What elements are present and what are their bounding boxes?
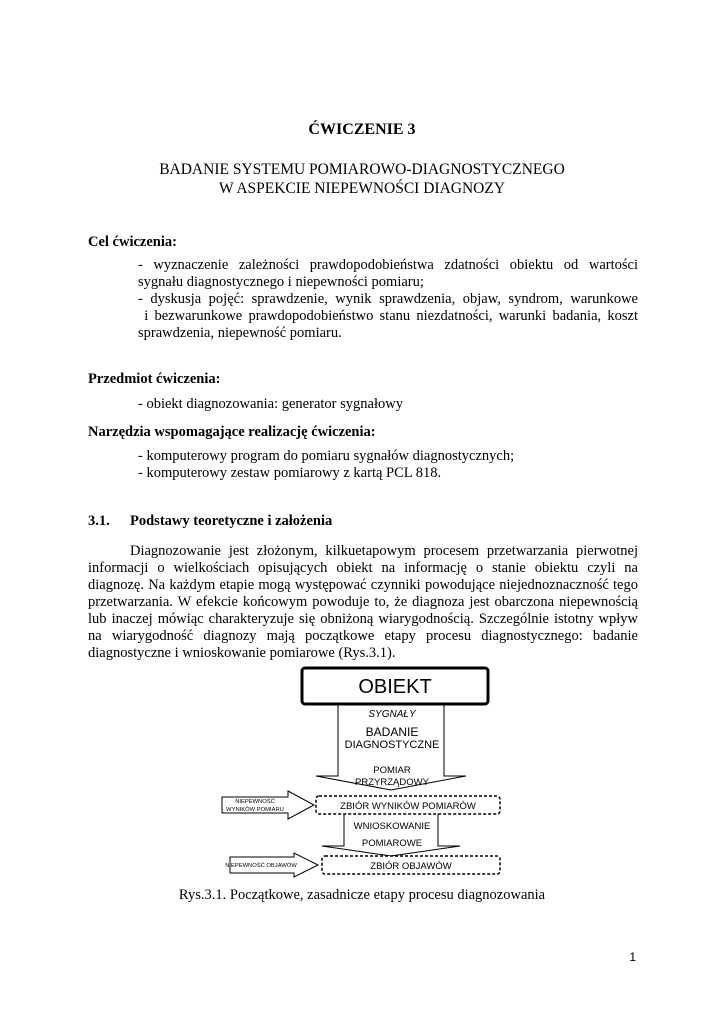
section-number: 3.1. <box>88 513 110 529</box>
para-line-7: diagnostyczne i wnioskowanie pomiarowe (Rys.3.1). <box>88 645 396 661</box>
diagnostyczne-label: DIAGNOSTYCZNE <box>344 739 440 751</box>
para-line-4: przetwarzania. W efekcie końcowym powoduje to, że diagnoza jest obarczona niepewnością <box>88 594 638 610</box>
pomiar-label: POMIAR <box>373 765 411 776</box>
niepewnosc-pomiaru-label-1: NIEPEWNOŚĆ <box>235 799 275 805</box>
para-line-6: na wiarygodność diagnozy mają początkowe etapy procesu diagnostycznego: badanie <box>88 628 638 644</box>
subtitle-line-1: BADANIE SYSTEMU POMIAROWO-DIAGNOSTYCZNEGO <box>159 161 565 178</box>
subtitle-line-2: W ASPEKCIE NIEPEWNOŚCI DIAGNOZY <box>218 180 506 197</box>
para-line-1: Diagnozowanie jest złożonym, kilkuetapowym procesem przetwarzania pierwotnej <box>130 543 638 559</box>
narzedzia-line-2: - komputerowy zestaw pomiarowy z kartą PCL 818. <box>138 465 442 481</box>
zbior-objawow-label: ZBIÓR OBJAWÓW <box>370 861 452 872</box>
para-line-5: lub inaczej mówiąc charakteryzuje się obniżoną wiarygodnością. Szczególnie istotny wpływ <box>88 611 638 627</box>
section-title: Podstawy teoretyczne i założenia <box>130 513 333 529</box>
niepewnosc-pomiaru-label-2: WYNIKÓW POMIARU <box>226 807 284 813</box>
cel-line-4: i bezwarunkowe prawdopodobieństwo stanu niezdatności, warunki badania, koszt <box>138 308 638 324</box>
badanie-label: BADANIE <box>365 725 419 739</box>
niepewnosc-objawow-label: NIEPEWNOŚĆ OBJAWÓW <box>225 863 297 869</box>
przedmiot-heading: Przedmiot ćwiczenia: <box>88 371 221 387</box>
figure-caption: Rys.3.1. Początkowe, zasadnicze etapy procesu diagnozowania <box>178 887 546 903</box>
obiekt-label: OBIEKT <box>358 676 432 698</box>
page-number: 1 <box>629 950 636 964</box>
cel-line-2: sygnału diagnostycznego i niepewności pomiaru; <box>138 274 424 290</box>
pomiarowe-label: POMIAROWE <box>361 838 423 849</box>
narzedzia-line-1: - komputerowy program do pomiaru sygnałów diagnostycznych; <box>138 448 515 464</box>
cel-heading: Cel ćwiczenia: <box>88 234 177 250</box>
exercise-title: ĆWICZENIE 3 <box>308 121 416 138</box>
przedmiot-line-1: - obiekt diagnozowania: generator sygnałowy <box>138 396 403 412</box>
narzedzia-heading: Narzędzia wspomagające realizację ćwiczenia: <box>88 424 376 440</box>
wnioskowanie-label: WNIOSKOWANIE <box>353 821 431 832</box>
przyrzadowy-label: PRZYRZĄDOWY <box>355 777 429 788</box>
para-line-3: diagnozę. Na każdym etapie mogą występować czynniki powodujące niejednoznaczność tego <box>88 577 638 593</box>
sygnaly-label: SYGNAŁY <box>368 709 416 720</box>
process-diagram <box>0 660 724 890</box>
cel-line-1: - wyznaczenie zależności prawdopodobieństwa zdatności obiektu od wartości <box>138 257 638 273</box>
cel-line-5: sprawdzenia, niepewność pomiaru. <box>138 325 342 341</box>
zbior-wynikow-label: ZBIÓR WYNIKÓW POMIARÓW <box>340 801 476 812</box>
cel-line-3: - dyskusja pojęć: sprawdzenie, wynik sprawdzenia, objaw, syndrom, warunkowe <box>138 291 638 307</box>
para-line-2: informacji o wielkościach opisujących obiekt na informację o stanie obiektu czyli na <box>88 560 638 576</box>
niepewnosc-pomiaru-arrow <box>222 791 314 819</box>
